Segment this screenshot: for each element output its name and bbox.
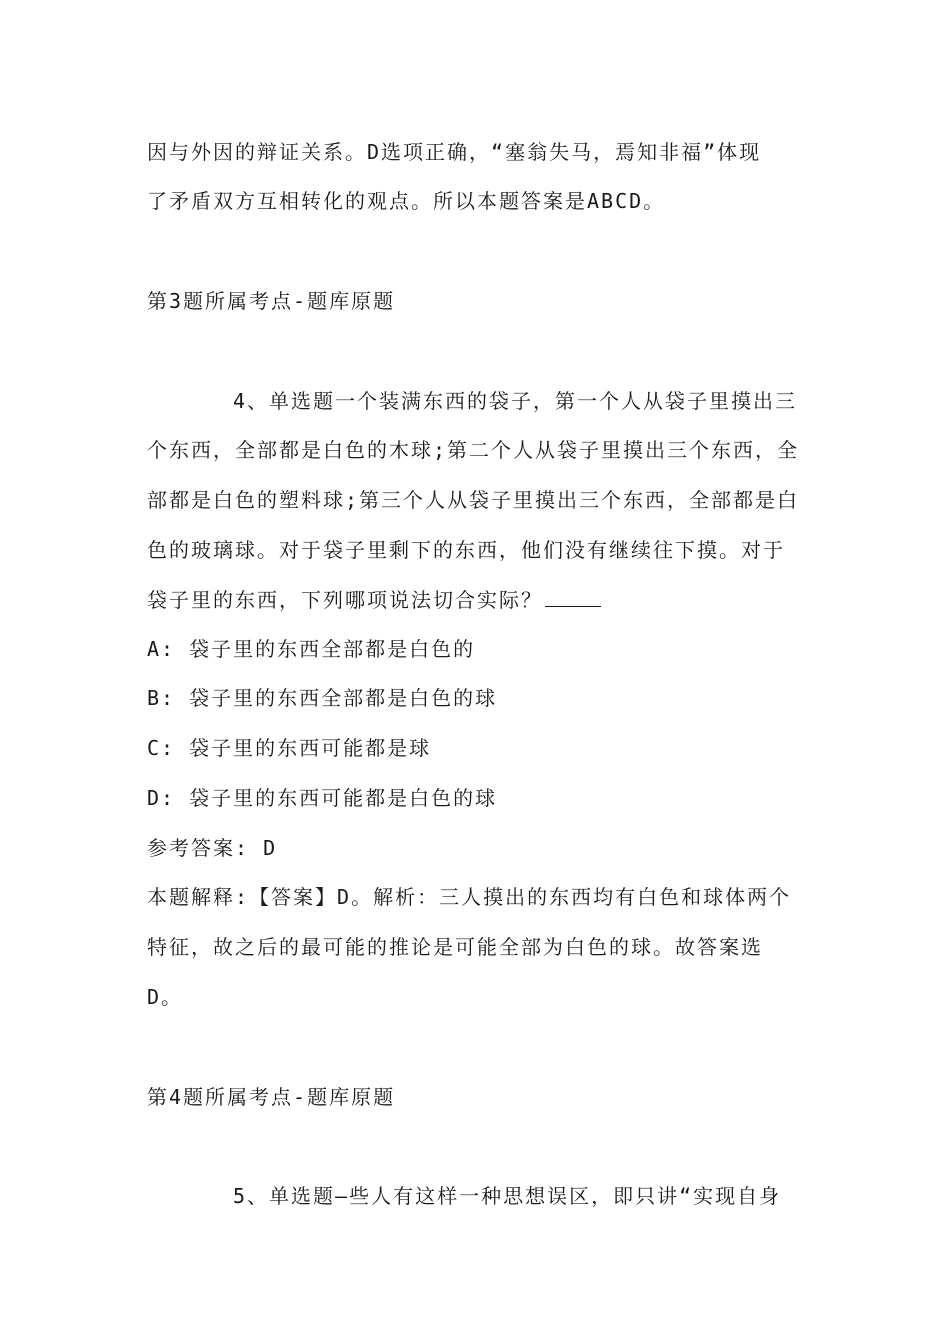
q4-source-label: 第4题所属考点-题库原题 [147, 1085, 396, 1109]
q4-stem-line-5 [147, 588, 807, 612]
q4-stem-line-2: 个东西，全部都是白色的木球;第二个人从袋子里摸出三个东西，全 [147, 438, 800, 462]
q4-option-b: B: 袋子里的东西全部都是白色的球 [147, 686, 498, 710]
q4-option-c: C: 袋子里的东西可能都是球 [147, 736, 432, 760]
prev-explanation-line-2: 了矛盾双方互相转化的观点。所以本题答案是ABCD。 [147, 189, 666, 213]
q4-explanation-line-1: 本题解释:【答案】D。解析：三人摸出的东西均有白色和球体两个 [147, 885, 792, 909]
q5-stem-line-1: 5、单选题—些人有这样一种思想误区，即只讲“实现自身 [233, 1184, 782, 1208]
q4-option-d: D: 袋子里的东西可能都是白色的球 [147, 786, 498, 810]
q4-reference-answer: 参考答案: D [147, 836, 278, 860]
q4-stem-line-4: 色的玻璃球。对于袋子里剩下的东西，他们没有继续往下摸。对于 [147, 538, 785, 562]
prev-explanation-line-1: 因与外因的辩证关系。D选项正确，“塞翁失马，焉知非福”体现 [147, 140, 762, 164]
q3-source-label: 第3题所属考点-题库原题 [147, 289, 396, 313]
q4-stem-line-3: 部都是白色的塑料球;第三个人从袋子里摸出三个东西，全部都是白 [147, 488, 800, 512]
answer-blank [545, 588, 601, 607]
q4-stem-text: 袋子里的东西，下列哪项说法切合实际？ [147, 588, 543, 612]
q4-explanation-line-3: D。 [147, 985, 184, 1009]
q4-stem-line-1: 4、单选题一个装满东西的袋子，第一个人从袋子里摸出三 [233, 389, 798, 413]
q4-option-a: A: 袋子里的东西全部都是白色的 [147, 637, 476, 661]
q4-explanation-line-2: 特征，故之后的最可能的推论是可能全部为白色的球。故答案选 [147, 935, 763, 959]
